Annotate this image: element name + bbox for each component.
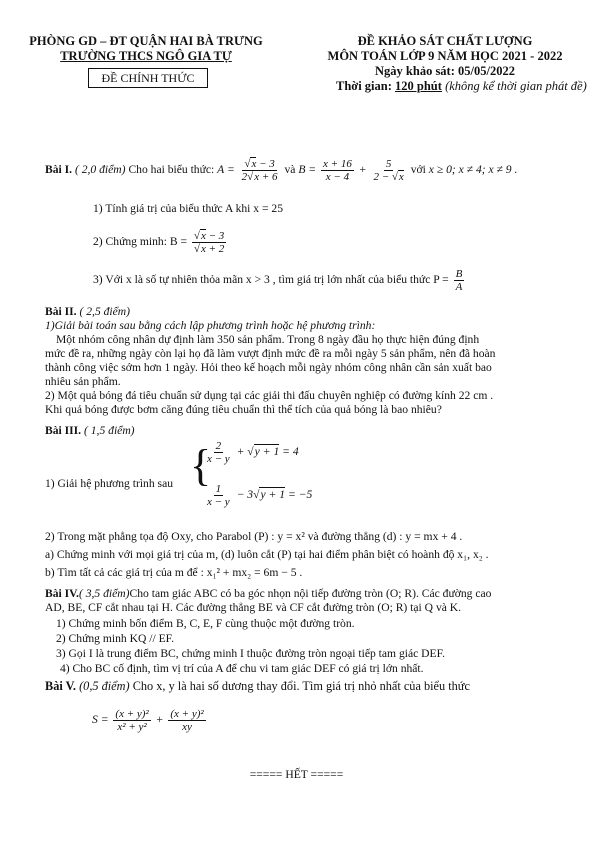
bai4-intro2: AD, BE, CF cắt nhau tại H. Các đường thẳng BE và CF cắt đường tròn (O; R) tại Q và K.	[45, 601, 462, 614]
bai4-points: ( 3,5 điểm)	[78, 587, 130, 600]
bai1-q3: 3) Với x là số tự nhiên thỏa mãn x > 3 , tìm giá trị lớn nhất của biểu thức P = $\frac{B}{A}$	[93, 268, 463, 293]
exam-title: ĐỀ KHẢO SÁT CHẤT LƯỢNG	[357, 34, 533, 48]
bai4-intro1: Cho tam giác ABC có ba góc nhọn nội tiếp đường tròn (O; R). Các đường cao	[129, 587, 492, 600]
exam-date: Ngày khảo sát: 05/05/2022	[375, 64, 515, 78]
expr-a: A = $\frac{√x - 3}{2√x + 6}$	[217, 158, 278, 183]
and-word: và	[284, 163, 296, 177]
bai3-title: Bài III.	[45, 424, 82, 437]
bai1-points: ( 2,0 điểm)	[74, 163, 126, 177]
bai2-line-2: mức đề ra, những ngày còn lại họ đã làm vượt định mức đề ra mỗi ngày 5 sản phẩm, nên đã hoàn	[45, 347, 496, 360]
school-name: TRƯỜNG THCS NGÔ GIA TỰ	[60, 49, 232, 63]
bai5-intro	[45, 679, 470, 693]
bai3-q2: 2) Trong mặt phẳng tọa độ Oxy, cho Parabol (P) : y = x² và đường thẳng (d) : y = mx + 4 .	[45, 530, 463, 543]
time-label: Thời gian:	[336, 79, 392, 93]
bai1-q1: 1) Tính giá trị của biểu thức A khi x = 25	[93, 202, 284, 215]
bai1-title: Bài I.	[45, 163, 73, 177]
bai5-points: (0,5 điểm)	[79, 679, 130, 693]
end-mark: ===== HẾT =====	[249, 768, 344, 781]
official-label: ĐỀ CHÍNH THỨC	[101, 71, 195, 85]
bai1-intro-text: Cho hai biểu thức:	[128, 163, 215, 177]
bai4-q1: 1) Chứng minh bốn điểm B, C, E, F cùng thuộc một đường tròn.	[56, 617, 355, 630]
bai2-part2-line-2: Khi quả bóng được bơm căng đúng tiêu chuẩn thì thể tích của quả bóng là bao nhiêu?	[45, 403, 442, 416]
bai3-points: ( 1,5 điểm)	[84, 424, 135, 437]
official-box	[88, 68, 208, 88]
bai2-line-3: thành công việc sớm hơn 1 ngày. Hỏi theo kế hoạch mỗi ngày nhóm công nhân cần sản xuất bao	[45, 361, 492, 374]
time-value: 120 phút	[395, 79, 442, 93]
bai1-intro	[45, 158, 517, 183]
exam-subject: MÔN TOÁN LỚP 9 NĂM HỌC 2021 - 2022	[327, 49, 563, 63]
bai2-title: Bài II.	[45, 305, 77, 318]
bai1-q2: 2) Chứng minh: B = $\frac{√x - 3}{√x + 2}$	[93, 230, 225, 255]
bai1-q3-text: 3) Với x là số tự nhiên thỏa mãn x > 3 , tìm giá trị lớn nhất của biểu thức P =	[93, 273, 449, 287]
bai4-q2: 2) Chứng minh KQ // EF.	[56, 632, 175, 645]
bai5-title: Bài V.	[45, 679, 76, 693]
bai2-points: ( 2,5 điểm)	[79, 305, 131, 318]
bai2-part2-line-1: 2) Một quả bóng đá tiêu chuẩn sử dụng tại các giải thi đấu chuyên nghiệp có đường kính 22 cm .	[45, 389, 494, 402]
bai3-heading	[45, 424, 135, 438]
conditions: x ≥ 0; x ≠ 4; x ≠ 9 .	[428, 163, 518, 177]
bai2-heading	[45, 305, 130, 319]
bai4-title: Bài IV.	[45, 587, 79, 600]
system-eq-1: $\frac{2}{x - y}$ + √y + 1 = 4	[207, 440, 299, 465]
bai5-text: Cho x, y là hai số dương thay đổi. Tìm giá trị nhỏ nhất của biểu thức	[132, 679, 470, 693]
exam-time	[336, 79, 587, 94]
expr-s: S = $\frac{\text{(x + y)²}}{\text{x² + y²}}$ + $\frac{\text{(x + y)²}}{xy}$	[92, 708, 204, 733]
bai3-qb: b) Tìm tất cả các giá trị của m để : x₁² + mx₂ = 6m − 5 .	[45, 566, 303, 579]
bai2-part1-heading: 1)Giải bài toán sau bằng cách lập phương trình hoặc hệ phương trình:	[45, 319, 376, 332]
bai2-line-1: Một nhóm công nhân dự định làm 350 sản phẩm. Trong 8 ngày đầu họ thực hiện đúng định	[56, 333, 480, 346]
system-eq-2: $\frac{1}{x - y}$ − 3√y + 1 = −5	[207, 483, 313, 508]
bai4-intro	[45, 587, 491, 601]
bai1-q2-text: 2) Chứng minh: B =	[93, 235, 187, 249]
bai4-q3: 3) Gọi I là trung điểm BC, chứng minh I thuộc đường tròn ngoại tiếp tam giác DEF.	[56, 647, 446, 660]
with-word: với	[410, 163, 426, 177]
bai4-q4: 4) Cho BC cố định, tìm vị trí của A để chu vi tam giác DEF có giá trị lớn nhất.	[60, 662, 424, 675]
time-note: (không kể thời gian phát đề)	[445, 79, 587, 93]
expr-b: B = $\frac{x + 16}{x - 4}$ + $\frac{5}{2 - √x}$	[298, 158, 404, 183]
system-brace: {	[190, 441, 212, 490]
bai3-q1: 1) Giải hệ phương trình sau	[45, 477, 174, 490]
bai2-line-4: nhiêu sản phẩm.	[45, 375, 121, 388]
department-name: PHÒNG GD – ĐT QUẬN HAI BÀ TRƯNG	[29, 34, 263, 48]
bai3-qa: a) Chứng minh với mọi giá trị của m, (d) luôn cắt (P) tại hai điểm phân biệt có hoành độ x₁, x₂ .	[45, 548, 489, 561]
